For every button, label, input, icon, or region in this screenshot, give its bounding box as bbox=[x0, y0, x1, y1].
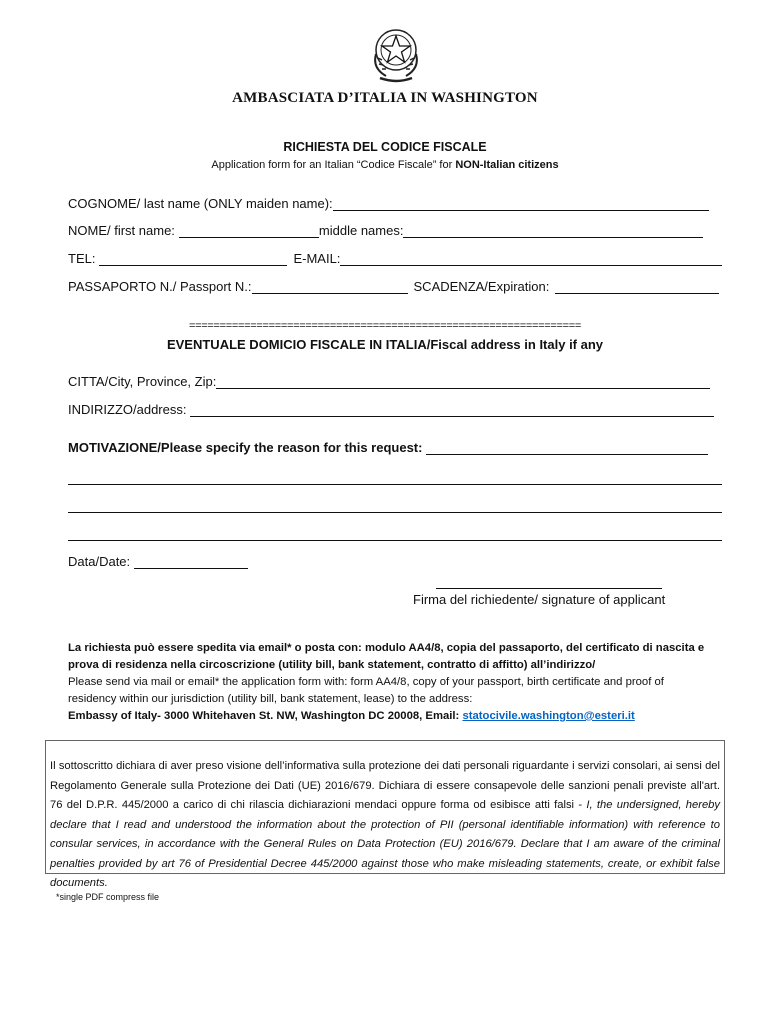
motivation-line-3[interactable] bbox=[68, 540, 722, 541]
passport-field[interactable] bbox=[252, 279, 408, 294]
passport-row bbox=[68, 279, 719, 294]
name-row bbox=[68, 223, 703, 238]
city-field[interactable] bbox=[216, 374, 710, 389]
motivation-field[interactable] bbox=[426, 440, 708, 455]
email-field[interactable] bbox=[340, 251, 722, 266]
embassy-address: Embassy of Italy- 3000 Whitehaven St. NW, Washington DC 20008, Email: bbox=[68, 710, 463, 722]
motivation-label: MOTIVAZIONE/Please specify the reason for this request: bbox=[68, 440, 423, 455]
fiscal-address-title: EVENTUALE DOMICIO FISCALE IN ITALIA/Fiscal address in Italy if any bbox=[166, 337, 604, 352]
italian-emblem-icon bbox=[368, 24, 424, 86]
signature-label: Firma del richiedente/ signature of applicant bbox=[413, 592, 666, 607]
motivation-line-2[interactable] bbox=[68, 512, 722, 513]
address-label: INDIRIZZO/address: bbox=[68, 402, 187, 417]
date-field[interactable] bbox=[134, 554, 248, 569]
tel-field[interactable] bbox=[99, 251, 287, 266]
declaration-box bbox=[45, 740, 725, 889]
surname-row bbox=[68, 196, 709, 211]
address-row bbox=[68, 402, 714, 417]
motivation-line-1[interactable] bbox=[68, 484, 722, 485]
form-subtitle bbox=[0, 159, 770, 171]
email-link[interactable]: statocivile.washington@esteri.it bbox=[462, 710, 635, 722]
instructions-english: Please send via mail or email* the application form with: form AA4/8, copy of your passport, birth certificate and proof of residency within our jurisdiction (utility bill, bank statement, lease) to the address: bbox=[68, 676, 664, 705]
form-subtitle-prefix: Application form for an Italian “Codice Fiscale” for bbox=[211, 159, 456, 171]
middle-names-field[interactable] bbox=[403, 223, 703, 238]
contact-row bbox=[68, 251, 722, 266]
date-label: Data/Date: bbox=[68, 554, 131, 569]
first-name-field[interactable] bbox=[179, 223, 319, 238]
expiration-label: SCADENZA/Expiration: bbox=[413, 279, 550, 294]
first-name-label: NOME/ first name: bbox=[68, 223, 175, 238]
instructions bbox=[68, 640, 708, 725]
surname-field[interactable] bbox=[333, 196, 709, 211]
footnote: *single PDF compress file bbox=[56, 892, 160, 902]
middle-names-label: middle names: bbox=[318, 223, 404, 238]
city-row bbox=[68, 374, 710, 389]
date-row bbox=[68, 554, 248, 569]
motivation-row bbox=[68, 440, 708, 455]
instructions-italian: La richiesta può essere spedita via email* o posta con: modulo AA4/8, copia del passaporto, del certificato di nascita e prova di residenza nella circoscrizione (utility bill, bank statement, contratto di affitto) all’indirizzo/ bbox=[68, 642, 705, 671]
surname-label: COGNOME/ last name (ONLY maiden name): bbox=[68, 196, 333, 211]
address-field[interactable] bbox=[190, 402, 714, 417]
separator: ================================================================ bbox=[189, 320, 581, 332]
tel-label: TEL: bbox=[68, 251, 96, 266]
declaration-english: I, the undersigned, hereby declare that I read and understood the information about the protection of PII (personal identifiable information) with reference to consular services, in accordance with the General Rules on Data Protection (EU) 2016/679. Declare that I am aware of the criminal penalties provided by art 76 of Presidential Decree 445/2000 against those who make misleading statements, create, or exhibit false documents. bbox=[50, 799, 720, 889]
city-label: CITTA/City, Province, Zip: bbox=[68, 374, 217, 389]
form-title: RICHIESTA DEL CODICE FISCALE bbox=[283, 140, 487, 154]
declaration-italian: Il sottoscritto dichiara di aver preso visione dell’informativa sulla protezione dei dati personali riguardante i servizi consolari, ai sensi del Regolamento Generale sulla Protezione dei Dati (UE) 2016/679. Dichiara di essere consapevole delle sanzioni penali previste all'art. 76 del D.P.R. 445/2000 a carico di chi rilascia dichiarazioni mendaci oppure forma od esibisce atti falsi - bbox=[50, 760, 720, 811]
expiration-field[interactable] bbox=[555, 279, 719, 294]
signature-line[interactable] bbox=[436, 588, 662, 589]
email-label: E-MAIL: bbox=[293, 251, 341, 266]
passport-label: PASSAPORTO N./ Passport N.: bbox=[68, 279, 252, 294]
embassy-title: AMBASCIATA D’ITALIA IN WASHINGTON bbox=[232, 90, 538, 106]
form-subtitle-bold: NON-Italian citizens bbox=[455, 159, 559, 171]
